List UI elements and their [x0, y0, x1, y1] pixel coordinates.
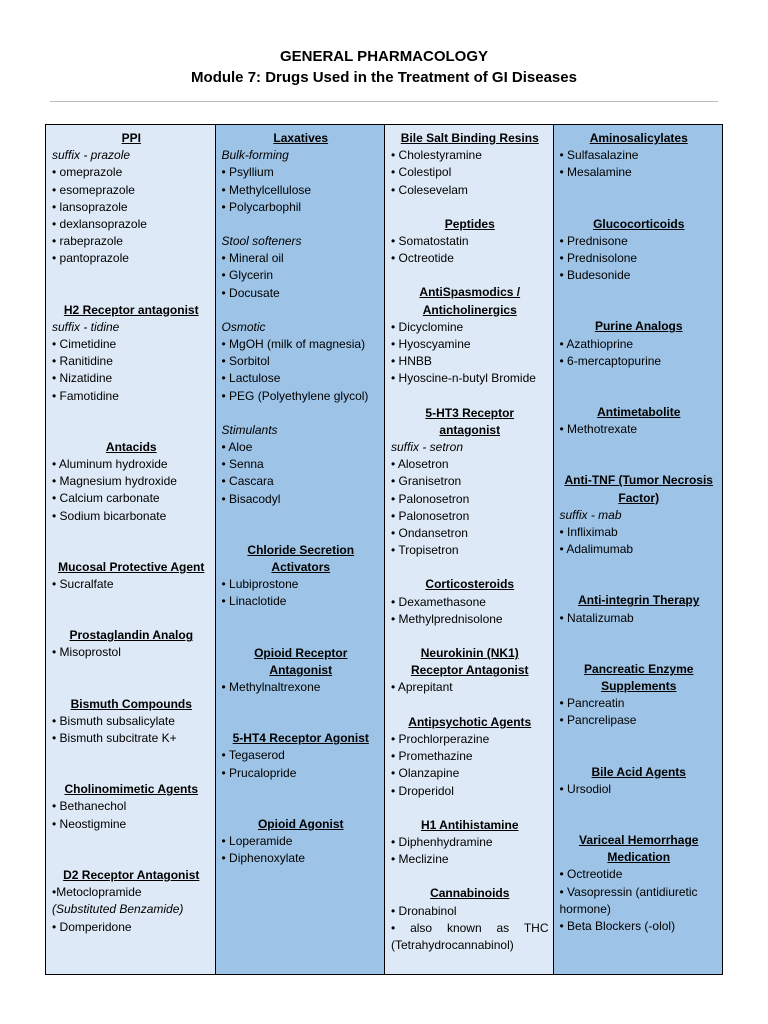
drug-item: • Pancreatin: [559, 696, 625, 711]
drug-item: • Olanzapine: [391, 766, 460, 781]
category-heading: Receptor Antagonist: [410, 663, 529, 678]
category-note: Osmotic: [221, 319, 266, 334]
category-note: suffix - mab: [559, 507, 622, 522]
drug-item: • Cholestyramine: [391, 148, 482, 163]
drug-item: • Bisacodyl: [221, 491, 281, 506]
category-heading: Opioid Agonist: [257, 816, 344, 831]
category-heading: Mucosal Protective Agent: [58, 559, 205, 574]
category-heading: H1 Antihistamine: [420, 817, 519, 832]
column-2: [216, 125, 386, 974]
drug-item: • Palonosetron: [391, 491, 470, 506]
drug-item: • Neostigmine: [52, 816, 127, 831]
drug-item: • Octreotide: [559, 867, 623, 882]
drug-item: • Linaclotide: [221, 594, 287, 609]
column-1: [46, 125, 216, 974]
category-heading: PPI: [121, 131, 141, 145]
drug-item: • Ondansetron: [391, 526, 468, 541]
drug-item: • Diphenoxylate: [221, 851, 306, 866]
category-heading: Pancreatic Enzyme: [584, 661, 694, 676]
drug-item: • Diphenhydramine: [391, 834, 493, 849]
drug-item: • MgOH (milk of magnesia): [221, 337, 366, 352]
drug-item: • Methylprednisolone: [391, 611, 503, 626]
document-title: [0, 46, 768, 88]
drug-item: • Azathioprine: [559, 336, 634, 351]
drug-item: • Psyllium: [221, 165, 274, 180]
drug-item: • Lubiprostone: [221, 577, 299, 592]
drug-item: • Docusate: [221, 285, 280, 300]
title-line: GENERAL PHARMACOLOGY: [279, 48, 489, 65]
drug-item: • Magnesium hydroxide: [52, 474, 177, 489]
drug-item: • Colestipol: [391, 165, 452, 180]
category-heading: antagonist: [439, 422, 501, 437]
drug-item: • Polycarbophil: [221, 199, 302, 214]
drug-item: • Senna: [221, 457, 264, 472]
category-note: suffix - setron: [391, 440, 464, 455]
category-heading: Opioid Receptor: [254, 645, 348, 660]
drug-item: • Calcium carbonate: [52, 491, 160, 506]
category-note: suffix - prazole: [52, 148, 131, 163]
category-heading: Chloride Secretion: [247, 542, 355, 557]
drug-item: • Octreotide: [391, 251, 454, 266]
drug-item: • Dicyclomine: [391, 319, 464, 334]
drug-item: • Aprepitant: [391, 680, 453, 695]
drug-item: • PEG (Polyethylene glycol): [221, 388, 369, 403]
drug-item: • Vasopressin (antidiuretic hormone): [559, 884, 698, 916]
drug-item: • Ursodiol: [559, 781, 612, 796]
drug-item: • Droperidol: [391, 783, 454, 798]
category-heading: Antimetabolite: [597, 405, 681, 420]
drug-item: • Methotrexate: [559, 422, 638, 437]
drug-item: • Sucralfate: [52, 577, 114, 592]
drug-item: • Infliximab: [559, 525, 618, 540]
header-divider: [50, 101, 718, 102]
category-heading: Aminosalicylates: [589, 131, 688, 145]
category-note: suffix - tidine: [52, 319, 120, 334]
category-heading: Glucocorticoids: [593, 216, 685, 231]
drug-item: • Dronabinol: [391, 903, 457, 918]
category-heading: Antacids: [105, 439, 157, 454]
drug-item: • Prednisone: [559, 233, 628, 248]
drug-item: • omeprazole: [52, 165, 123, 180]
drug-item: • pantoprazole: [52, 251, 129, 266]
drug-item: • dexlansoprazole: [52, 217, 147, 232]
drug-item: • Bismuth subcitrate K+: [52, 731, 177, 746]
category-heading: Bile Acid Agents: [591, 764, 686, 779]
drug-item: • Aloe: [221, 440, 253, 455]
category-heading: Anti-integrin Therapy: [578, 593, 700, 608]
category-heading: Neurokinin (NK1): [420, 646, 519, 661]
category-heading: Peptides: [444, 216, 495, 231]
drug-item: • also known as THC (Tetrahydrocannabinol): [391, 920, 549, 952]
drug-item: • Cascara: [221, 474, 274, 489]
drug-item: • Cimetidine: [52, 337, 117, 352]
drug-item: • 6-mercaptopurine: [559, 353, 662, 368]
drug-item: • Sulfasalazine: [559, 148, 639, 163]
category-heading: Bismuth Compounds: [70, 696, 192, 711]
subtitle-line: Module 7: Drugs Used in the Treatment of GI Diseases: [191, 69, 577, 86]
drug-item: • Hyoscine-n-butyl Bromide: [391, 371, 536, 386]
drug-item: • HNBB: [391, 354, 432, 369]
drug-item: • Somatostatin: [391, 234, 469, 249]
drug-item: • lansoprazole: [52, 199, 128, 214]
drug-item: • Nizatidine: [52, 371, 113, 386]
drug-item: • Sorbitol: [221, 354, 270, 369]
category-heading: Cannabinoids: [430, 886, 510, 901]
drug-item: • Bismuth subsalicylate: [52, 713, 175, 728]
category-heading: Variceal Hemorrhage: [579, 833, 699, 848]
drug-item: • Granisetron: [391, 474, 462, 489]
drug-item: • Mesalamine: [559, 165, 632, 180]
drug-item: • Aluminum hydroxide: [52, 457, 168, 472]
drug-item: • Tropisetron: [391, 543, 459, 558]
category-note: Bulk-forming: [221, 148, 289, 163]
category-heading: Medication: [607, 850, 671, 865]
category-heading: Activators: [271, 560, 331, 575]
category-heading: Supplements: [601, 679, 677, 694]
category-heading: AntiSpasmodics /: [419, 285, 521, 300]
drug-item: • Palonosetron: [391, 508, 470, 523]
category-heading: Anti-TNF (Tumor Necrosis: [564, 473, 713, 488]
drug-item: • Tegaserod: [221, 748, 285, 763]
category-heading: Factor): [618, 490, 660, 505]
category-note: Stimulants: [221, 422, 278, 437]
category-heading: Corticosteroids: [425, 577, 515, 592]
category-note: Stool softeners: [221, 234, 302, 249]
drug-item: • Meclizine: [391, 852, 449, 867]
category-heading: Antipsychotic Agents: [408, 714, 532, 729]
drug-item: • Pancrelipase: [559, 713, 637, 728]
drug-item: • Adalimumab: [559, 542, 634, 557]
drug-item: • Prednisolone: [559, 251, 638, 266]
category-heading: Purine Analogs: [594, 319, 683, 334]
drug-item: • Budesonide: [559, 268, 631, 283]
category-heading: Bile Salt Binding Resins: [400, 131, 539, 145]
drug-item: • Famotidine: [52, 388, 119, 403]
drug-item: • Bethanechol: [52, 799, 127, 814]
drug-item: • Prochlorperazine: [391, 731, 490, 746]
drug-item: • Methylcellulose: [221, 182, 312, 197]
drug-item: • Natalizumab: [559, 610, 634, 625]
drug-item: • Sodium bicarbonate: [52, 508, 167, 523]
category-heading: 5-HT4 Receptor Agonist: [232, 731, 369, 746]
drug-item: • Domperidone: [52, 919, 132, 934]
drug-item: • Lactulose: [221, 371, 281, 386]
column-4: [554, 125, 723, 974]
drug-item: • Loperamide: [221, 834, 293, 849]
drug-item: • Hyoscyamine: [391, 337, 471, 352]
drug-item: • Promethazine: [391, 749, 473, 764]
category-heading: 5-HT3 Receptor: [425, 405, 515, 420]
category-heading: H2 Receptor antagonist: [63, 302, 199, 317]
category-note: (Substituted Benzamide): [52, 902, 184, 917]
category-heading: Anticholinergics: [422, 302, 517, 317]
drug-item: • Beta Blockers (-olol): [559, 919, 676, 934]
drug-item: • Dexamethasone: [391, 594, 486, 609]
drug-item: • Mineral oil: [221, 251, 284, 266]
category-heading: Antagonist: [269, 662, 333, 677]
drug-item: • Misoprostol: [52, 645, 121, 660]
category-heading: Cholinomimetic Agents: [64, 782, 199, 797]
drug-item: • Prucalopride: [221, 765, 297, 780]
category-heading: D2 Receptor Antagonist: [63, 867, 200, 882]
drug-item: • Glycerin: [221, 268, 274, 283]
column-3: [385, 125, 554, 974]
drug-item: • Ranitidine: [52, 354, 113, 369]
drug-item: • rabeprazole: [52, 234, 123, 249]
drug-table: [45, 124, 723, 975]
category-heading: Laxatives: [273, 131, 329, 145]
drug-item: • Alosetron: [391, 457, 449, 472]
drug-item: • esomeprazole: [52, 182, 135, 197]
drug-item: • Colesevelam: [391, 182, 468, 197]
drug-item: •Metoclopramide: [52, 885, 142, 900]
category-heading: Prostaglandin Analog: [69, 628, 194, 643]
drug-item: • Methylnaltrexone: [221, 680, 321, 695]
